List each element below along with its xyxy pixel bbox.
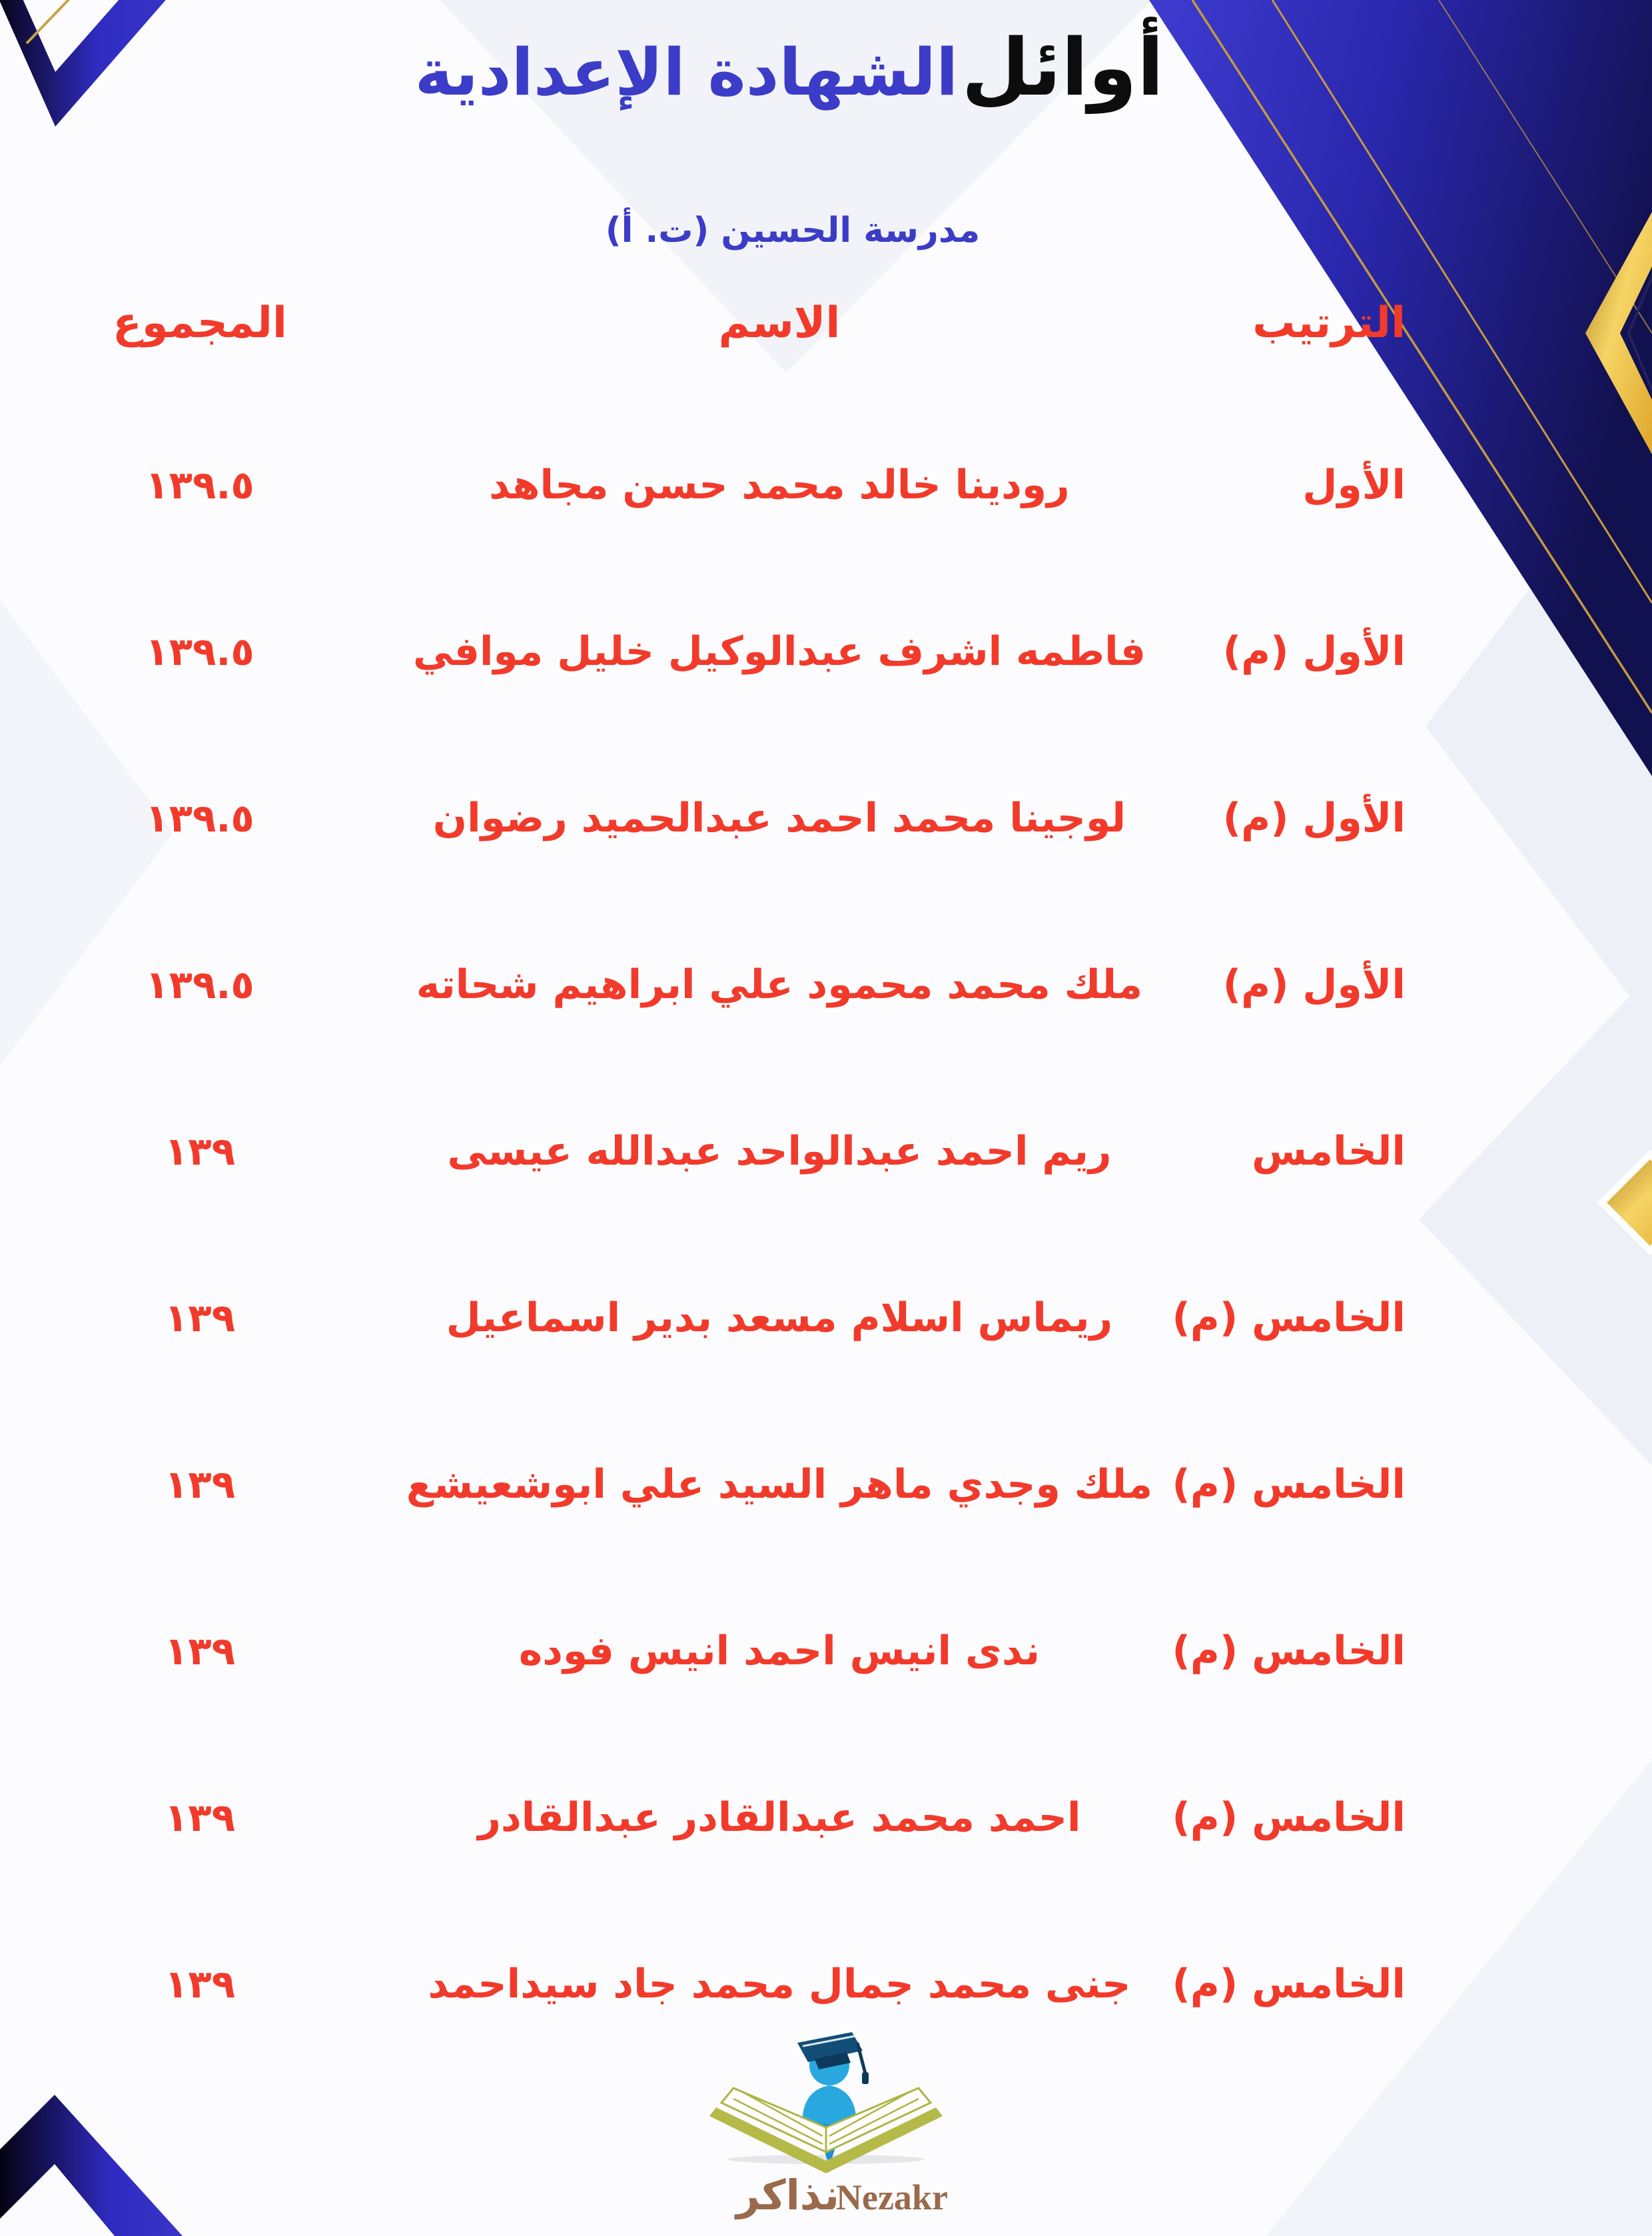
- name-cell: ريماس اسلام مسعد بدير اسماعيل: [446, 1295, 1113, 1341]
- table-row: [0, 1944, 1652, 2024]
- name-cell: ريم احمد عبدالواحد عبدالله عيسى: [447, 1128, 1112, 1175]
- rank-cell: الأول (م): [1222, 795, 1406, 841]
- total-cell: ١٣٩: [164, 1295, 236, 1341]
- name-cell: ندى انيس احمد انيس فوده: [518, 1628, 1040, 1674]
- logo-arabic-text: نذاكر: [736, 2171, 839, 2219]
- total-cell: ١٣٩.٥: [145, 962, 254, 1007]
- table-row: [0, 445, 1652, 525]
- rank-cell: الأول (م): [1222, 628, 1406, 675]
- rank-cell: الخامس (م): [1172, 1794, 1406, 1841]
- name-cell: ملك محمد محمود علي ابراهيم شحاته: [416, 961, 1143, 1008]
- table-row: [0, 612, 1652, 692]
- table-row: [0, 1611, 1652, 1691]
- column-header-rank: الترتيب: [1252, 298, 1406, 348]
- table-row: [0, 945, 1652, 1025]
- name-cell: جنى محمد جمال محمد جاد سيداحمد: [428, 1961, 1131, 2007]
- rank-cell: الأول: [1302, 462, 1406, 508]
- rank-cell: الخامس (م): [1172, 1628, 1406, 1674]
- total-cell: ١٣٩: [164, 1462, 236, 1507]
- column-header-total: المجموع: [113, 298, 287, 348]
- table-row: [0, 1778, 1652, 1858]
- total-cell: ١٣٩: [164, 1795, 236, 1840]
- logo-latin-text: Nezakr: [836, 2177, 948, 2217]
- rank-cell: الخامس (م): [1172, 1961, 1406, 2007]
- name-cell: ملك وجدي ماهر السيد علي ابوشعيشع: [406, 1461, 1153, 1508]
- name-cell: احمد محمد عبدالقادر عبدالقادر: [478, 1794, 1081, 1841]
- rank-cell: الخامس (م): [1172, 1295, 1406, 1341]
- name-cell: رودينا خالد محمد حسن مجاهد: [489, 462, 1070, 508]
- total-cell: ١٣٩: [164, 1129, 236, 1174]
- column-header-name: الاسم: [718, 298, 841, 348]
- table-row: [0, 1444, 1652, 1524]
- page-title-rest: الشهادة الإعدادية: [414, 35, 959, 110]
- table-row: [0, 1278, 1652, 1358]
- total-cell: ١٣٩.٥: [145, 629, 254, 674]
- page-title: [0, 4, 1579, 155]
- total-cell: ١٣٩: [164, 1961, 236, 2007]
- total-cell: ١٣٩.٥: [145, 462, 254, 508]
- table-row: [0, 1111, 1652, 1191]
- total-cell: ١٣٩: [164, 1628, 236, 1674]
- rank-cell: الخامس: [1252, 1128, 1406, 1175]
- rank-cell: الأول (م): [1222, 961, 1406, 1008]
- name-cell: فاطمه اشرف عبدالوكيل خليل موافي: [413, 628, 1146, 675]
- table-row: [0, 778, 1652, 858]
- nezakr-logo: [703, 2024, 949, 2232]
- page-title-word: أوائل: [961, 21, 1164, 113]
- school-name: مدرسة الحسين (ت. أ): [605, 211, 981, 251]
- total-cell: ١٣٩.٥: [145, 796, 254, 841]
- name-cell: لوجينا محمد احمد عبدالحميد رضوان: [432, 795, 1126, 841]
- rank-cell: الخامس (م): [1172, 1461, 1406, 1508]
